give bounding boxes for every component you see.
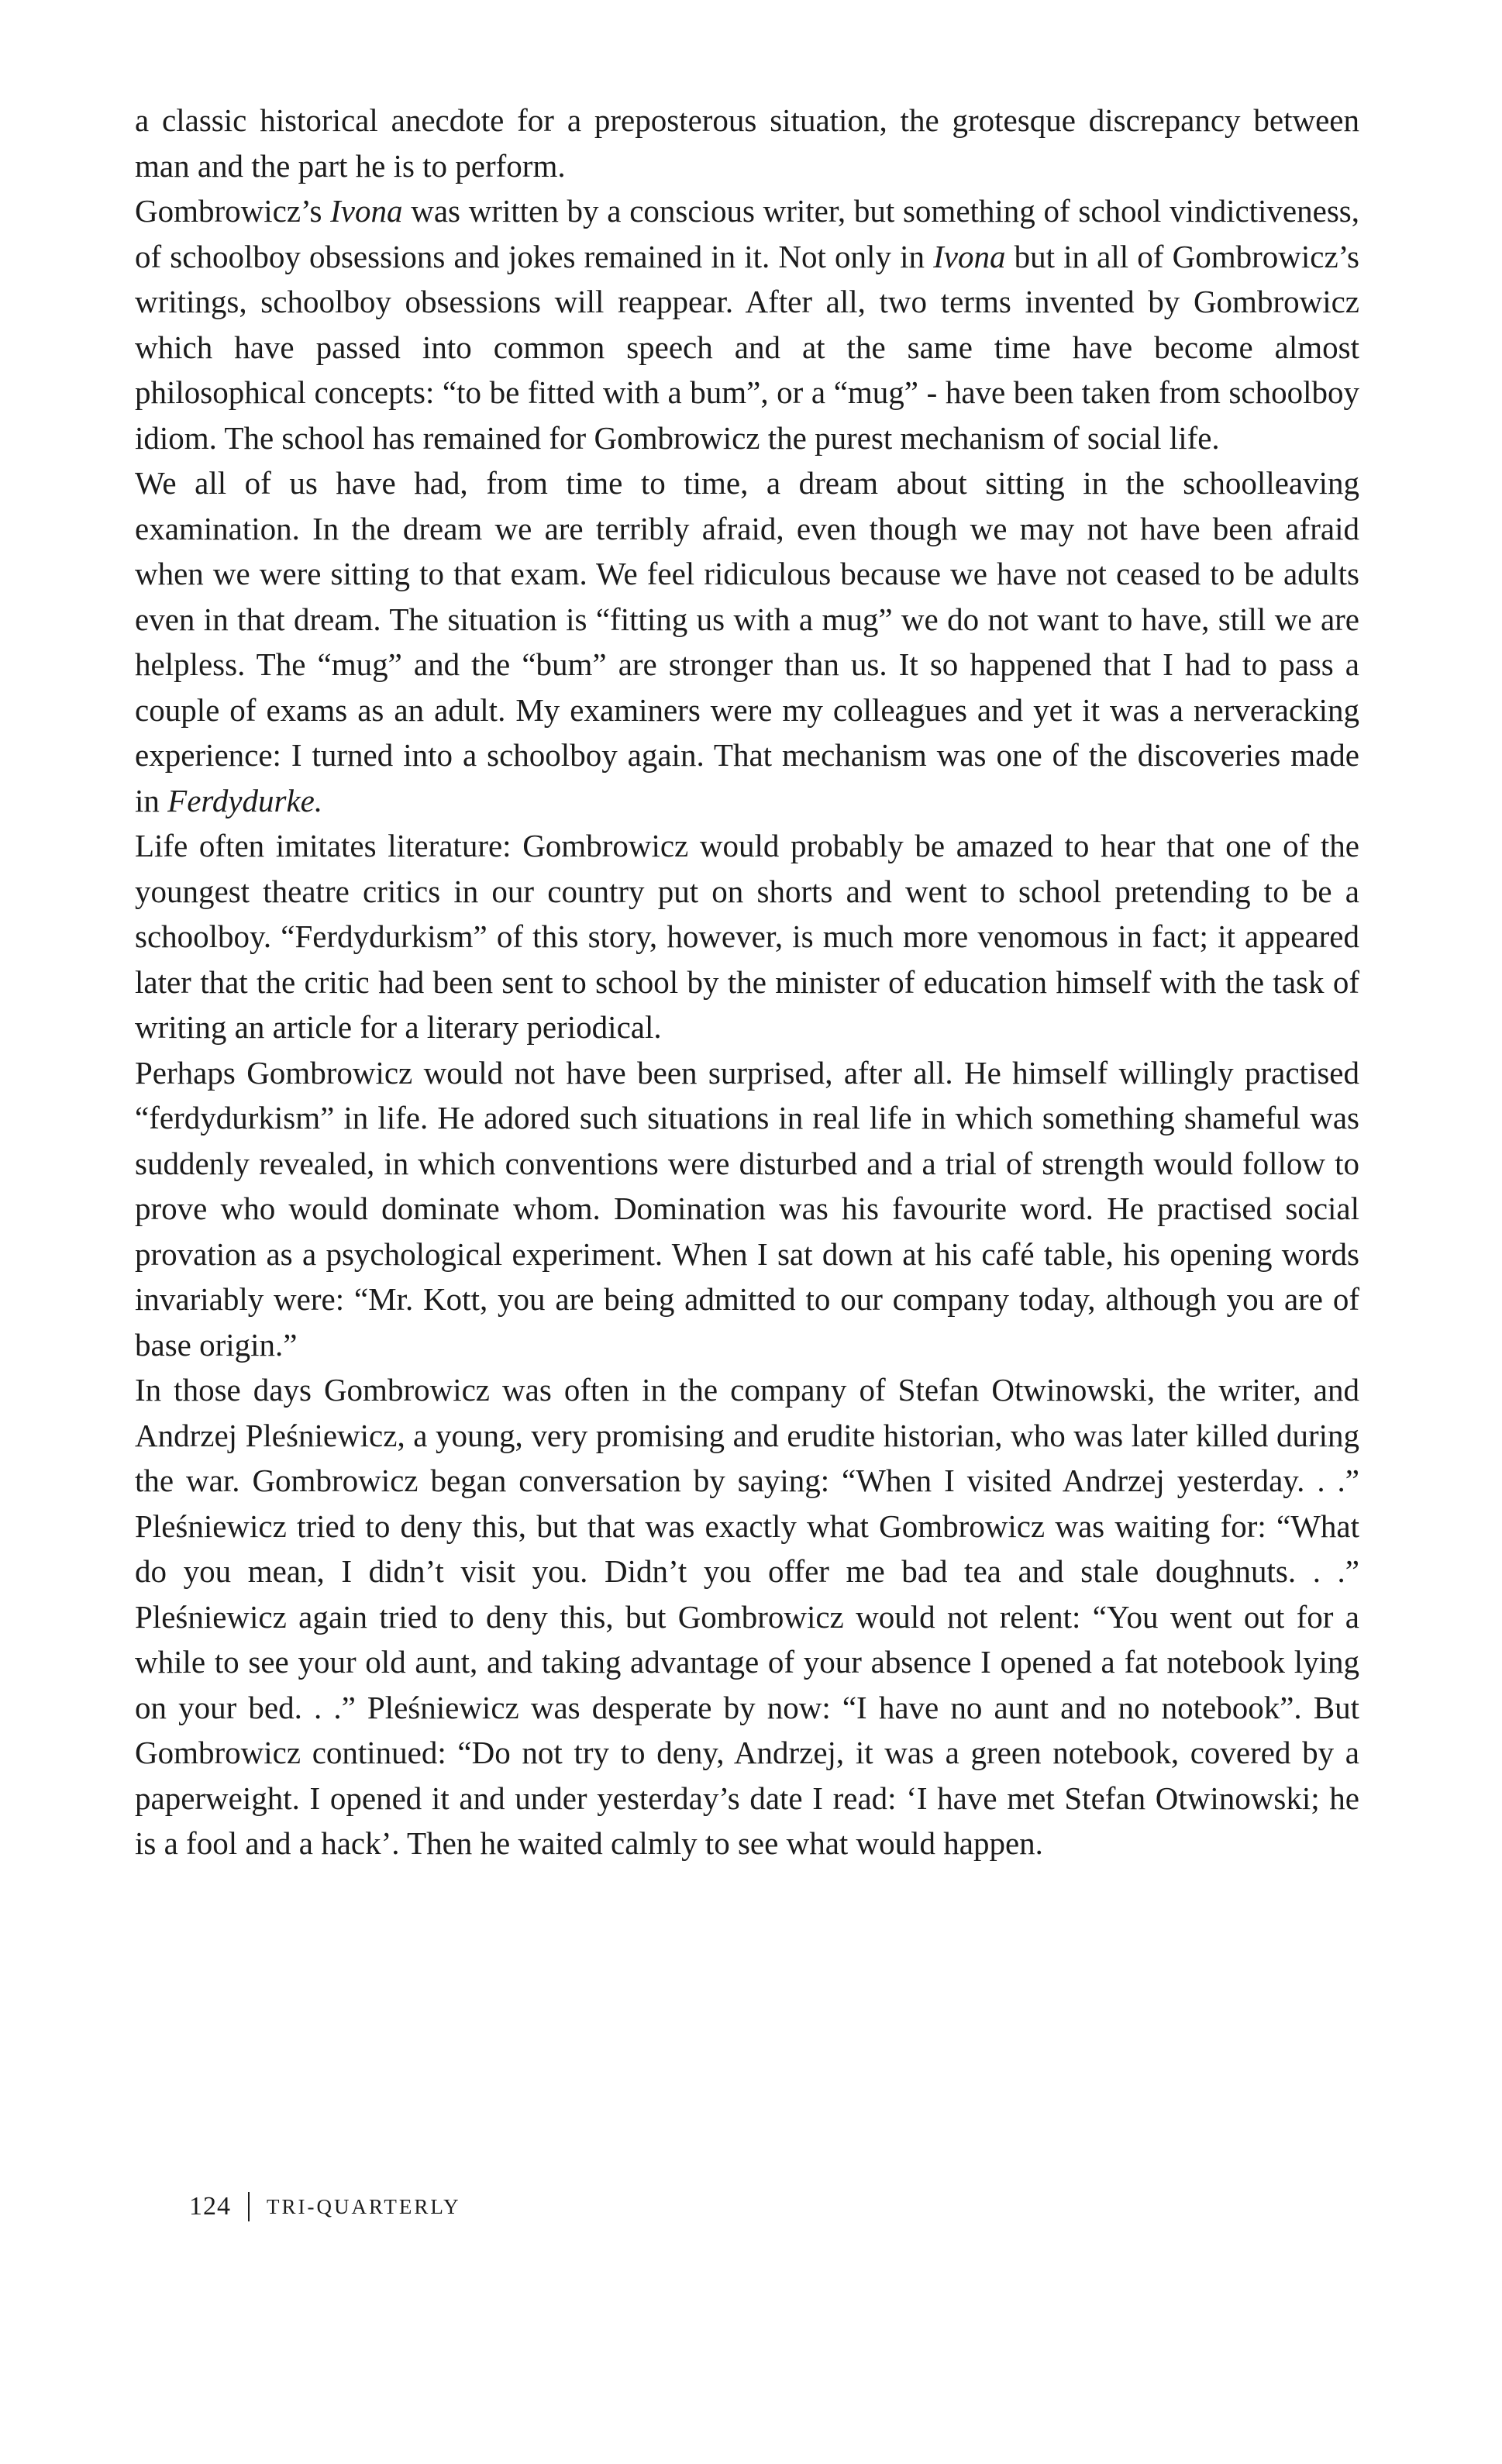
paragraph bbox=[135, 98, 1359, 188]
italic-title: Ivona bbox=[330, 193, 403, 229]
text-run: In those days Gombrowicz was often in the company of Stefan Otwinowski, the writer, and Andrzej Pleśniewicz, a young, very promising and erudite historian, who was later killed during the war. Gombrowicz began conversation by saying: “When I visited Andrzej yesterday. . .” Pleśniewicz tried to deny this, but that was exactly what Gombrowicz was waiting for: “What do you mean, I didn’t visit you. Didn’t you offer me bad tea and stale doughnuts. . .” Pleśniewicz again tried to deny this, but Gombrowicz would not relent: “You went out for a while to see your old aunt, and taking advantage of your absence I opened a fat notebook lying on your bed. . .” Pleśniewicz was desperate by now: “I have no aunt and no notebook”. But Gombrowicz continued: “Do not try to deny, Andrzej, it was a green notebook, covered by a paperweight. I opened it and under yesterday’s date I read: ‘I have met Stefan Otwinowski; he is a fool and a hack’. Then he waited calmly to see what would happen. bbox=[135, 1372, 1359, 1861]
journal-title: TRI-QUARTERLY bbox=[267, 2194, 461, 2218]
italic-title: Ferdydurke. bbox=[167, 782, 323, 818]
page-number: 124 bbox=[189, 2192, 231, 2221]
text-run: was written by a conscious writer, but something of school vindictiveness, of schoolboy obsessions and jokes remained in it. Not only in bbox=[135, 193, 1359, 274]
footer-divider bbox=[248, 2192, 250, 2221]
paragraph bbox=[135, 1367, 1359, 1866]
text-run: Perhaps Gombrowicz would not have been surprised, after all. He himself willingly practised “ferdydurkism” in life. He adored such situations in real life in which something shameful was suddenly revealed, in which conventions were disturbed and a trial of strength would follow to prove who would dominate whom. Domination was his favourite word. He practised social provation as a psychological experiment. When I sat down at his café table, his opening words invariably were: “Mr. Kott, you are being admitted to our company today, although you are of base origin.” bbox=[135, 1054, 1359, 1363]
text-run: a classic historical anecdote for a preposterous situation, the grotesque discrepancy between man and the part he is to perform. bbox=[135, 102, 1359, 184]
paragraph bbox=[135, 460, 1359, 823]
page-footer bbox=[189, 2192, 461, 2221]
page-body bbox=[135, 98, 1359, 1866]
text-run: but in all of Gombrowicz’s writings, schoolboy obsessions will reappear. After all, two terms invented by Gombrowicz which have passed into common speech and at the same time have become almost philosophical concepts: “to be fitted with a bum”, or a “mug” - have been taken from schoolboy idiom. The school has remained for Gombrowicz the purest mechanism of social life. bbox=[135, 238, 1359, 456]
paragraph bbox=[135, 823, 1359, 1050]
paragraph bbox=[135, 1050, 1359, 1368]
paragraph bbox=[135, 188, 1359, 460]
text-run: Life often imitates literature: Gombrowicz would probably be amazed to hear that one of the youngest theatre critics in our country put on shorts and went to school pretending to be a schoolboy. “Ferdydurkism” of this story, however, is much more venomous in fact; it appeared later that the critic had been sent to school by the minister of education himself with the task of writing an article for a literary periodical. bbox=[135, 828, 1359, 1045]
text-run: We all of us have had, from time to time, a dream about sitting in the schoolleaving examination. In the dream we are terribly afraid, even though we may not have been afraid when we were sitting to that exam. We feel ridiculous because we have not ceased to be adults even in that dream. The situation is “fitting us with a mug” we do not want to have, still we are helpless. The “mug” and the “bum” are stronger than us. It so happened that I had to pass a couple of exams as an adult. My examiners were my colleagues and yet it was a nerveracking experience: I turned into a schoolboy again. That mechanism was one of the discoveries made in bbox=[135, 465, 1359, 818]
italic-title: Ivona bbox=[933, 238, 1006, 274]
text-run: Gombrowicz’s bbox=[135, 193, 331, 229]
